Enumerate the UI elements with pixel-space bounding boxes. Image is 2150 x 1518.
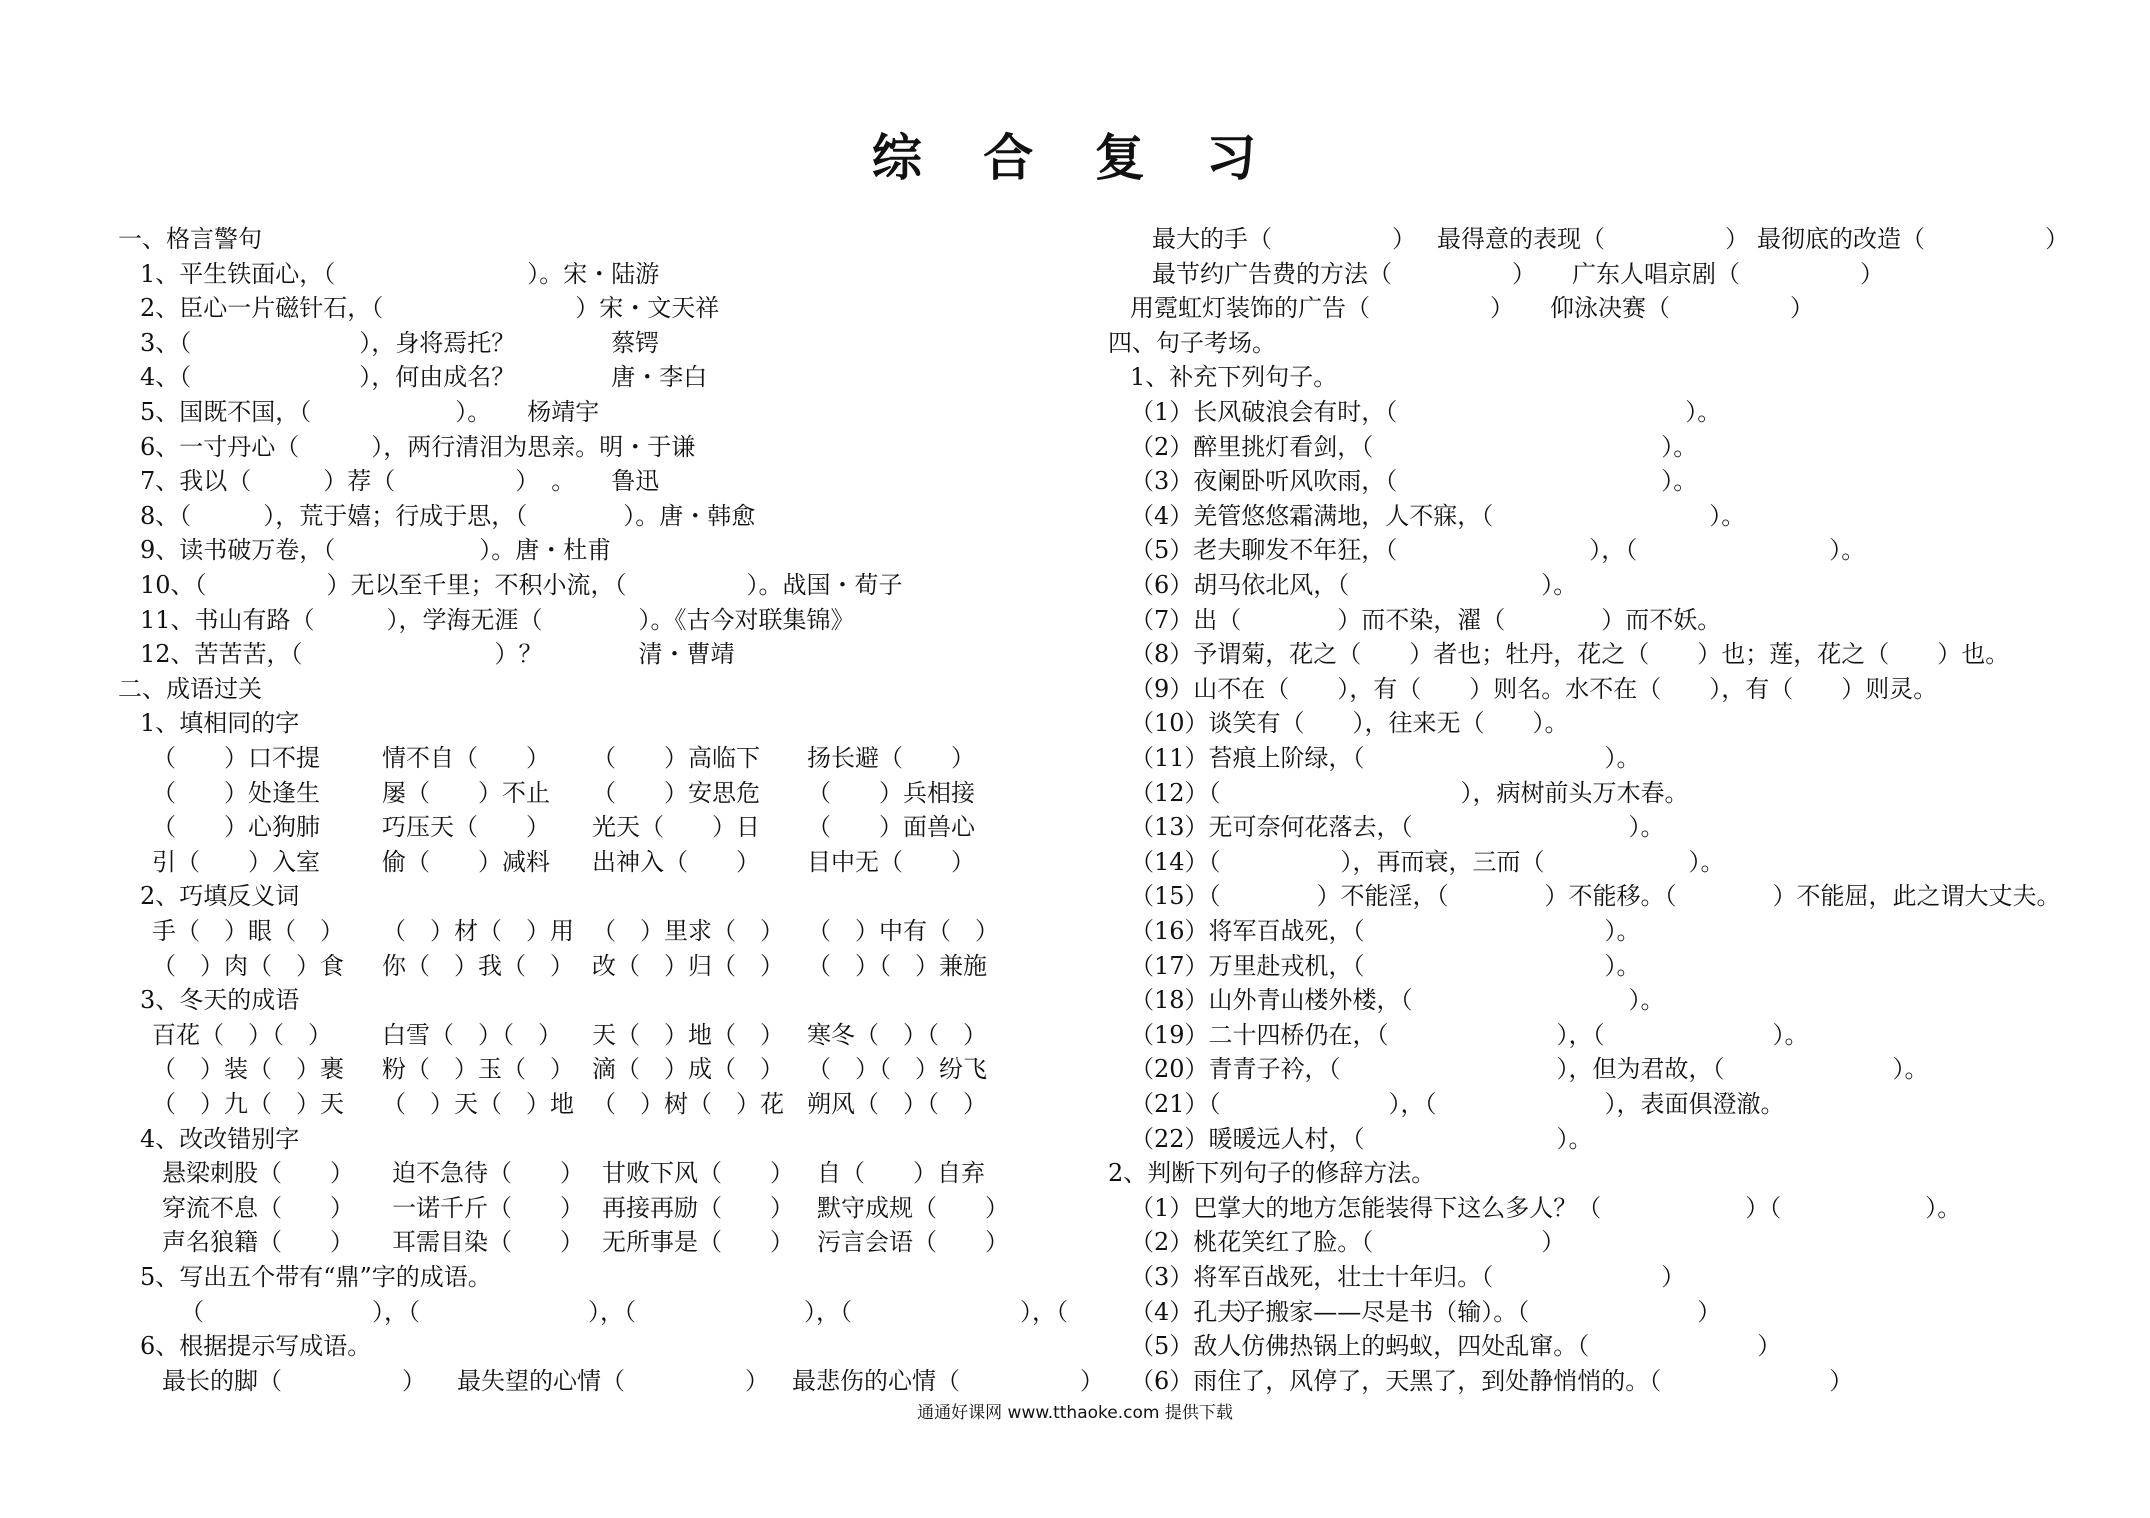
left-cell: 屡（ ）不止 [382,778,550,807]
right-line: （6）胡马依北风，（ ）。 [1130,571,1578,599]
footer-credit: 通通好课网 www.tthaoke.com 提供下载 [917,1403,1233,1423]
left-cell: 声名狼籍（ ） [162,1228,354,1257]
left-line: 4、改改错别字 [140,1124,300,1153]
left-line: 一、格言警句 [118,225,262,253]
right-line: （14）（ ），再而衰，三而（ ）。 [1130,847,1725,876]
left-line: （ ），（ ），（ ），（ ），（ ） [180,1297,1260,1326]
right-line: （22）暖暖远人村，（ ）。 [1130,1124,1593,1153]
right-cell: 最大的手（ ） [1152,225,1416,253]
left-cell: 寒冬（ ）（ ） [807,1020,987,1049]
left-cell: 朔风（ ）（ ） [807,1090,987,1118]
left-cell: 手（ ）眼（ ） [152,917,344,945]
right-line: （3）夜阑卧听风吹雨，（ ）。 [1130,467,1698,496]
left-cell: 再接再励（ ） [602,1193,794,1222]
left-line: 1、平生铁面心，（ ）。宋・陆游 [140,259,660,288]
left-cell: （ ）面兽心 [807,813,975,842]
left-cell: 悬梁刺股（ ） [162,1159,354,1188]
left-cell: 粉（ ）玉（ ） [382,1055,574,1084]
left-cell: （ ）肉（ ）食 [152,951,344,980]
right-line: （19）二十四桥仍在，（ ），（ ）。 [1130,1020,1809,1049]
left-cell: （ ）材（ ）用 [382,917,574,945]
left-cell: （ ）心狗肺 [152,813,320,842]
right-line: （8）予谓菊，花之（ ）者也；牡丹，花之（ ）也；莲，花之（ ）也。 [1130,640,2010,669]
right-line: 四、句子考场。 [1108,328,1276,357]
right-cell: 最节约广告费的方法（ ） [1152,259,1536,288]
right-line: （4）羌管悠悠霜满地，人不寐，（ ）。 [1130,501,1746,530]
left-cell: 光天（ ）日 [592,813,760,842]
left-cell: 出神入（ ） [592,847,760,876]
right-cell: 最得意的表现（ ） [1437,225,1749,253]
left-cell: （ ）里求（ ） [592,917,784,945]
left-line: 2、臣心一片磁针石，（ ）宋・文天祥 [140,294,720,323]
left-line: 5、写出五个带有“鼎”字的成语。 [140,1263,492,1291]
left-line: 二、成语过关 [118,674,262,703]
left-cell: 改（ ）归（ ） [592,951,784,980]
left-cell: （ ）安思危 [592,778,760,807]
left-cell: 默守成规（ ） [817,1193,1009,1222]
left-cell: （ ）（ ）兼施 [807,951,987,980]
right-line: （13）无可奈何花落去，（ ）。 [1130,813,1665,842]
right-line: （18）山外青山楼外楼，（ ）。 [1130,986,1665,1015]
right-line: （5）敌人仿佛热锅上的蚂蚁，四处乱窜。（ ） [1130,1332,1782,1361]
left-line: 6、一寸丹心（ ），两行清泪为思亲。明・于谦 [140,432,696,461]
left-line: 3、（ ），身将焉托？ 蔡锷 [140,328,660,357]
left-line: 3、冬天的成语 [140,986,300,1015]
right-line: （1）长风破浪会有时，（ ）。 [1130,398,1722,426]
right-line: （21）（ ），（ ），表面俱澄澈。 [1130,1090,1785,1118]
right-line: （6）雨住了，风停了，天黑了，到处静悄悄的。（ ） [1130,1366,1854,1395]
right-line: （7）出（ ）而不染，濯（ ）而不妖。 [1130,605,1722,634]
right-line: 2、判断下列句子的修辞方法。 [1108,1159,1436,1188]
left-cell: 滴（ ）成（ ） [592,1055,784,1084]
right-line: （10）谈笑有（ ），往来无（ ）。 [1130,709,1569,738]
left-cell: （ ）高临下 [592,744,760,772]
right-cell: 用霓虹灯装饰的广告（ ） [1130,294,1514,323]
left-line: 2、巧填反义词 [140,882,300,911]
right-line: （16）将军百战死，（ ）。 [1130,917,1641,945]
left-cell: （ ）兵相接 [807,778,975,807]
left-cell: （ ）口不提 [152,744,320,772]
left-line: 6、根据提示写成语。 [140,1332,372,1361]
left-cell: 引（ ）入室 [152,847,320,876]
left-cell: 最悲伤的心情（ ） [792,1366,1104,1395]
right-line: （4）孔夫子搬家——尽是书（输）。（ ） [1130,1297,1722,1326]
left-cell: 巧压天（ ） [382,813,550,842]
right-line: （11）苔痕上阶绿，（ ）。 [1130,744,1641,772]
left-cell: 扬长避（ ） [807,744,975,772]
left-line: 8、（ ），荒于嬉；行成于思，（ ）。唐・韩愈 [140,501,756,530]
right-line: （17）万里赴戎机，（ ）。 [1130,951,1641,980]
left-cell: 迫不急待（ ） [392,1159,584,1188]
left-line: 9、读书破万卷，（ ）。唐・杜甫 [140,536,612,565]
left-cell: （ ）树（ ）花 [592,1090,784,1118]
left-cell: 白雪（ ）（ ） [382,1020,562,1049]
left-cell: （ ）装（ ）裹 [152,1055,344,1084]
left-cell: （ ）天（ ）地 [382,1090,574,1118]
left-cell: 耳需目染（ ） [392,1228,584,1257]
left-cell: 百花（ ）（ ） [152,1020,332,1049]
left-cell: 自（ ）自弃 [817,1159,985,1188]
left-cell: 最长的脚（ ） [162,1366,426,1395]
left-cell: 偷（ ）减料 [382,847,550,876]
left-cell: 天（ ）地（ ） [592,1020,784,1049]
right-line: （1）巴掌大的地方怎能装得下这么多人？（ ）（ ）。 [1130,1193,1962,1222]
left-cell: 你（ ）我（ ） [382,951,574,980]
right-line: （3）将军百战死，壮士十年归。（ ） [1130,1263,1686,1291]
left-cell: 一诺千斤（ ） [392,1193,584,1222]
left-cell: （ ）处逢生 [152,778,320,807]
left-cell: 污言会语（ ） [817,1228,1009,1257]
right-line: （9）山不在（ ），有（ ）则名。水不在（ ），有（ ）则灵。 [1130,674,1938,703]
left-cell: （ ）中有（ ） [807,917,999,945]
left-line: 10、（ ）无以至千里；不积小流，（ ）。战国・荀子 [140,571,903,599]
right-line: 1、补充下列句子。 [1130,363,1338,392]
left-cell: 情不自（ ） [382,744,550,772]
left-cell: 目中无（ ） [807,847,975,876]
right-line: （12）（ ），病树前头万木春。 [1130,778,1689,807]
left-line: 1、填相同的字 [140,709,300,738]
left-cell: 甘败下风（ ） [602,1159,794,1188]
left-cell: 穿流不息（ ） [162,1193,354,1222]
left-line: 7、我以（ ）荐（ ） 。 鲁迅 [140,467,660,496]
left-line: 5、国既不国，（ ）。 杨靖宇 [140,398,600,426]
right-line: （5）老夫聊发不年狂，（ ），（ ）。 [1130,536,1866,565]
left-cell: （ ）九（ ）天 [152,1090,344,1118]
right-cell: 最彻底的改造（ ） [1757,225,2069,253]
left-line: 12、苦苦苦，（ ）？ 清・曹靖 [140,640,735,669]
right-line: （20）青青子衿，（ ），但为君故，（ ）。 [1130,1055,1929,1084]
left-line: 4、（ ），何由成名？ 唐・李白 [140,363,708,392]
left-line: 11、书山有路（ ），学海无涯（ ）。《古今对联集锦》 [140,605,855,634]
right-cell: 广东人唱京剧（ ） [1572,259,1884,288]
left-cell: 无所事是（ ） [602,1228,794,1257]
left-cell: （ ）（ ）纷飞 [807,1055,987,1084]
right-line: （2）醉里挑灯看剑，（ ）。 [1130,432,1698,461]
left-cell: 最失望的心情（ ） [457,1366,769,1395]
right-line: （15）（ ）不能淫，（ ）不能移。（ ）不能屈，此之谓大丈夫。 [1130,882,2061,911]
page-title: 综 合 复 习 [871,128,1279,187]
right-cell: 仰泳决赛（ ） [1550,294,1814,323]
right-line: （2）桃花笑红了脸。（ ） [1130,1228,1566,1257]
